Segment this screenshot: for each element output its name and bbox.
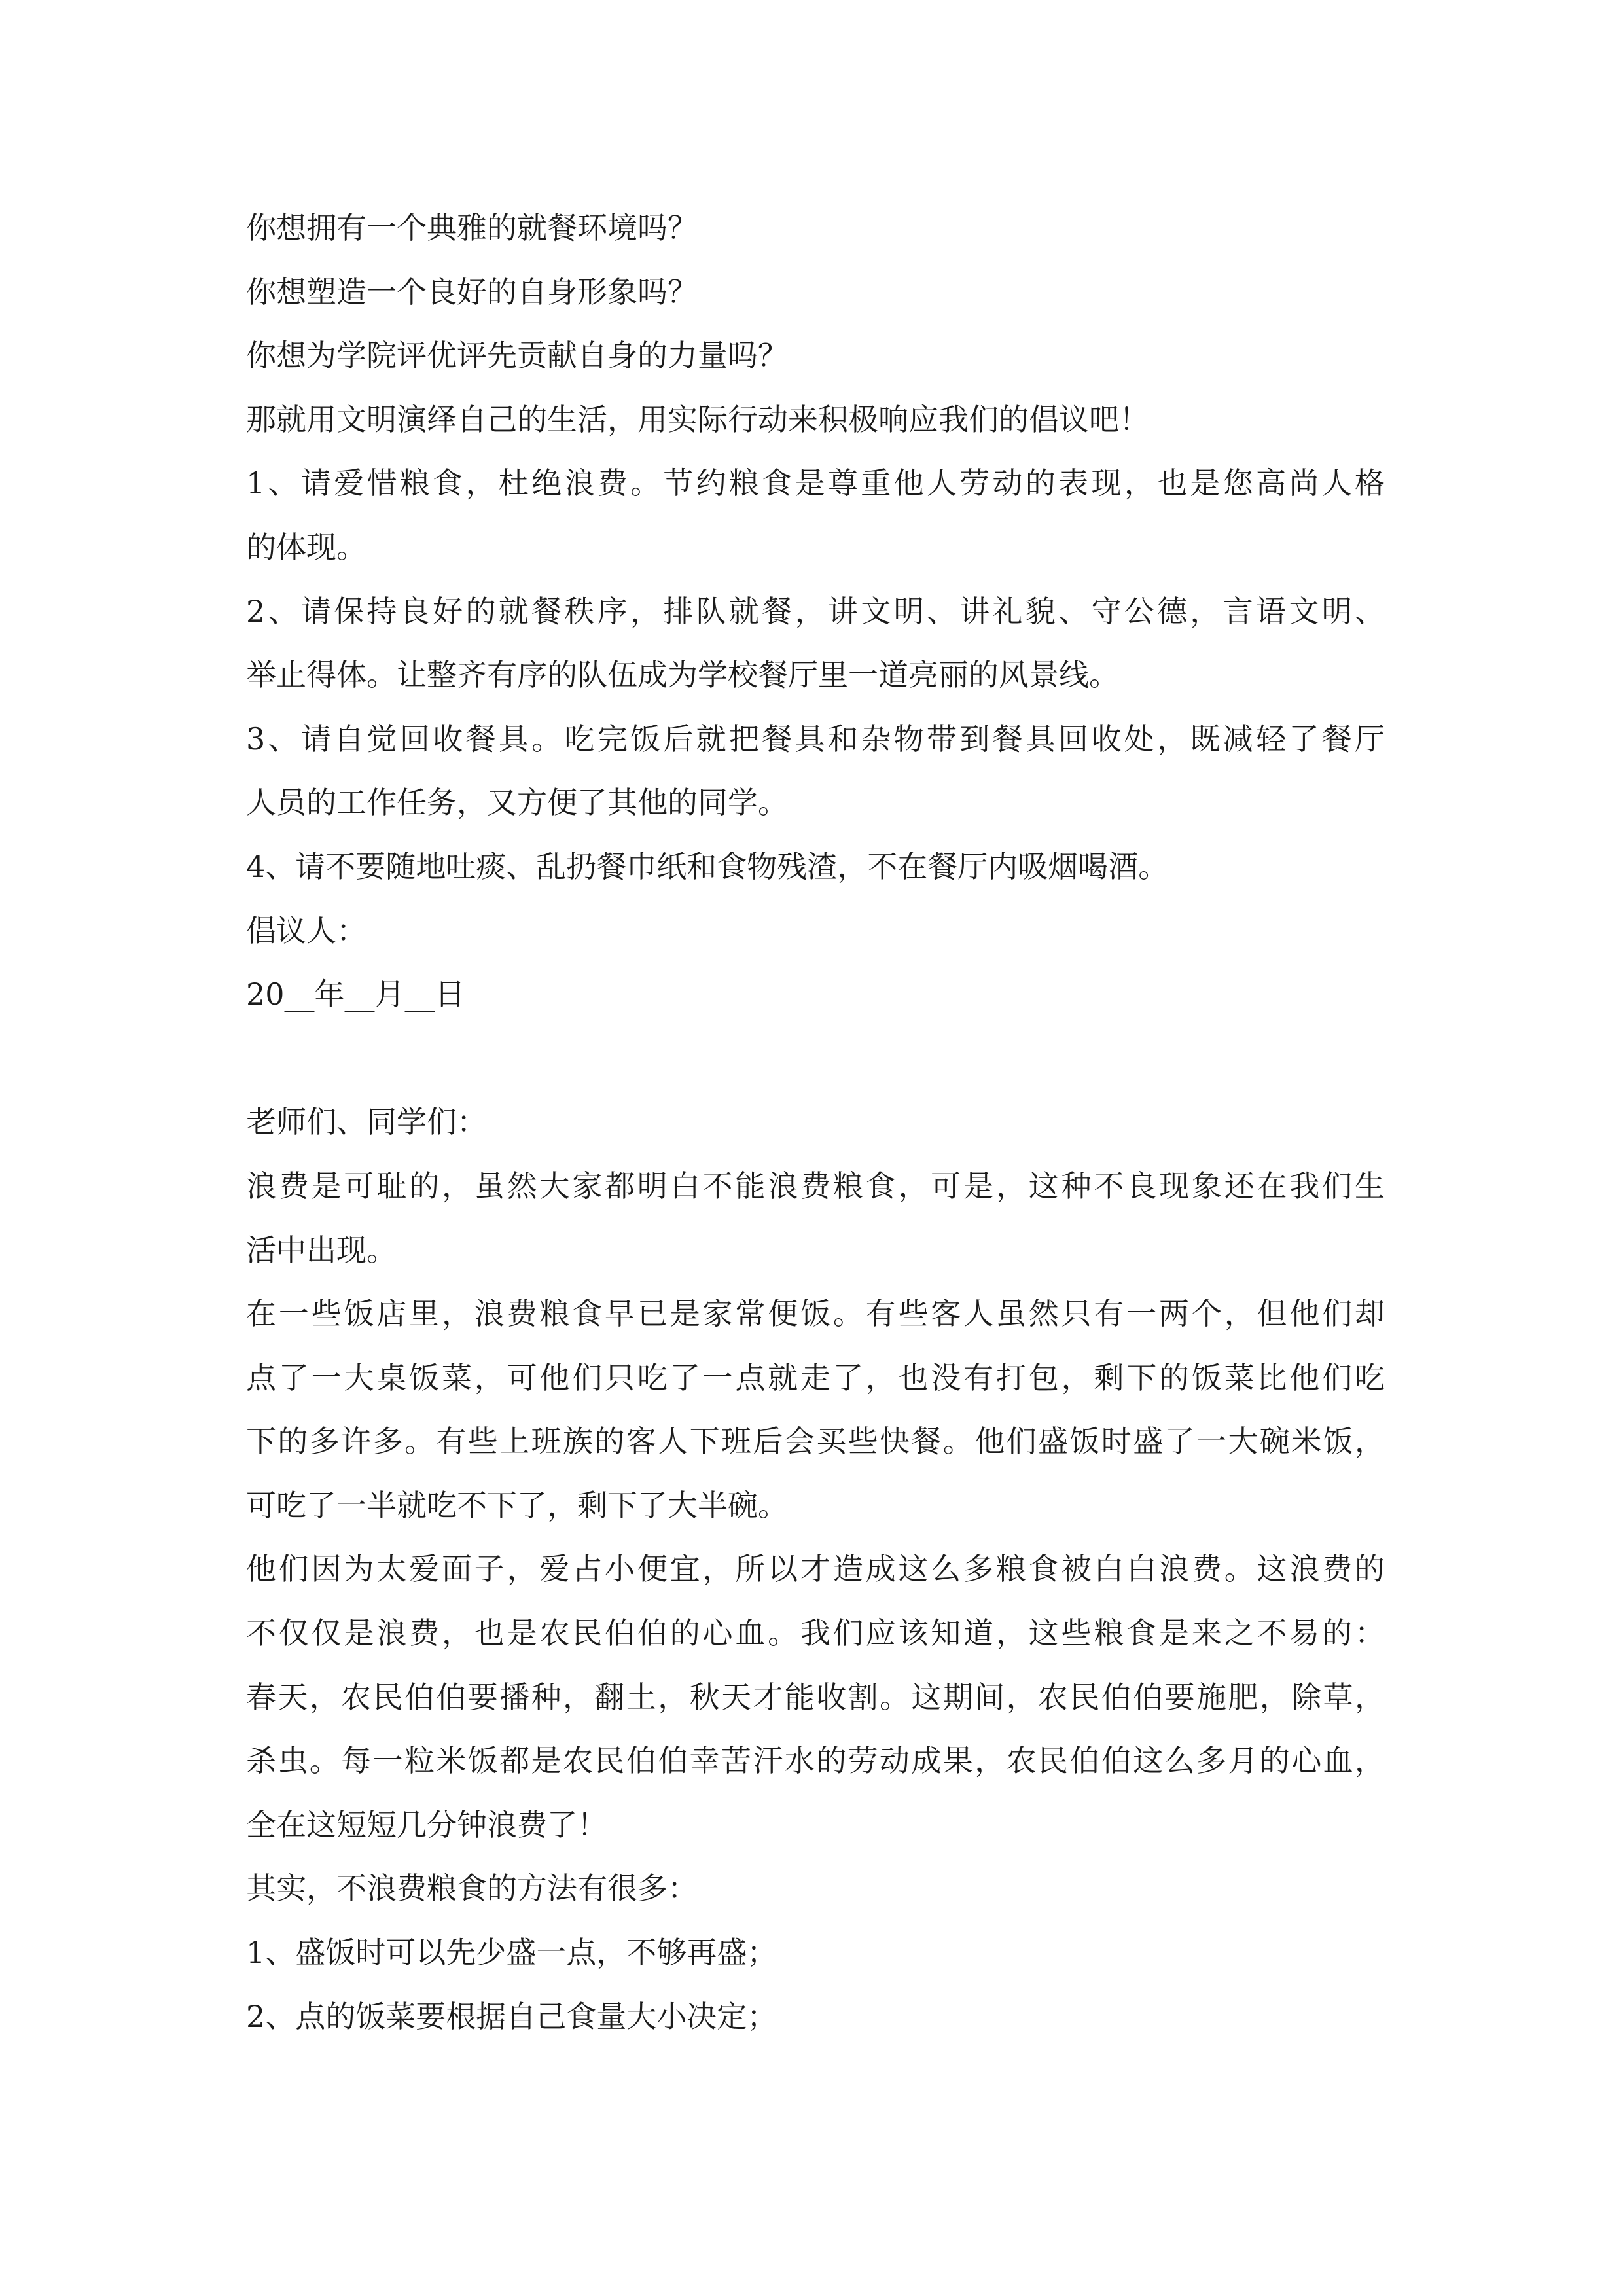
date-line: 20__年__月__日 — [246, 977, 465, 1013]
initiative-section — [246, 196, 1385, 1027]
speech-paragraph-3-line-1: 他们因为太爱面子，爱占小便宜，所以才造成这么多粮食被白白浪费。这浪费的 — [246, 1551, 1385, 1587]
speech-paragraph-2-line-1: 在一些饭店里，浪费粮食早已是家常便饭。有些客人虽然只有一两个，但他们却 — [246, 1296, 1385, 1332]
section-spacer — [246, 1027, 1385, 1091]
speech-paragraph-2-line-2: 点了一大桌饭菜，可他们只吃了一点就走了，也没有打包，剩下的饭菜比他们吃 — [246, 1359, 1385, 1395]
speech-paragraph-1-line-2: 活中出现。 — [246, 1232, 397, 1268]
speech-paragraph-2-line-3: 下的多许多。有些上班族的客人下班后会买些快餐。他们盛饭时盛了一大碗米饭， — [246, 1424, 1385, 1460]
speech-paragraph-3-line-2: 不仅仅是浪费，也是农民伯伯的心血。我们应该知道，这些粮食是来之不易的： — [246, 1615, 1385, 1651]
initiator-label: 倡议人： — [246, 912, 366, 948]
speech-paragraph-3-line-5: 全在这短短几分钟浪费了！ — [246, 1806, 607, 1842]
initiative-item-2-line-1: 2、请保持良好的就餐秩序，排队就餐，讲文明、讲礼貌、守公德，言语文明、 — [246, 593, 1385, 629]
initiative-item-3-line-1: 3、请自觉回收餐具。吃完饭后就把餐具和杂物带到餐具回收处，既减轻了餐厅 — [246, 721, 1385, 757]
speech-method-1: 1、盛饭时可以先少盛一点，不够再盛； — [246, 1935, 777, 1971]
document-body — [246, 196, 1385, 2049]
speech-paragraph-1-line-1: 浪费是可耻的，虽然大家都明白不能浪费粮食，可是，这种不良现象还在我们生 — [246, 1168, 1385, 1204]
initiative-question-1: 你想拥有一个典雅的就餐环境吗？ — [246, 210, 698, 245]
initiative-question-2: 你想塑造一个良好的自身形象吗？ — [246, 274, 698, 310]
speech-method-2: 2、点的饭菜要根据自己食量大小决定； — [246, 1998, 777, 2034]
initiative-item-4: 4、请不要随地吐痰、乱扔餐巾纸和食物残渣，不在餐厅内吸烟喝酒。 — [246, 848, 1169, 884]
initiative-question-3: 你想为学院评优评先贡献自身的力量吗？ — [246, 338, 788, 374]
initiative-item-3-line-2: 人员的工作任务，又方便了其他的同学。 — [246, 785, 788, 821]
speech-paragraph-3-line-3: 春天，农民伯伯要播种，翻土，秋天才能收割。这期间，农民伯伯要施肥，除草， — [246, 1679, 1385, 1715]
initiative-item-1-line-1: 1、请爱惜粮食，杜绝浪费。节约粮食是尊重他人劳动的表现，也是您高尚人格 — [246, 465, 1385, 501]
speech-section — [246, 1090, 1385, 2049]
initiative-item-2-line-2: 举止得体。让整齐有序的队伍成为学校餐厅里一道亮丽的风景线。 — [246, 657, 1119, 693]
initiative-item-1-line-2: 的体现。 — [246, 529, 366, 565]
speech-paragraph-2-line-4: 可吃了一半就吃不下了，剩下了大半碗。 — [246, 1487, 788, 1523]
speech-salutation: 老师们、同学们： — [246, 1104, 487, 1140]
initiative-call-to-action: 那就用文明演绎自己的生活，用实际行动来积极响应我们的倡议吧！ — [246, 401, 1149, 437]
speech-paragraph-3-line-4: 杀虫。每一粒米饭都是农民伯伯幸苦汗水的劳动成果，农民伯伯这么多月的心血， — [246, 1743, 1385, 1779]
speech-methods-intro: 其实，不浪费粮食的方法有很多： — [246, 1871, 698, 1907]
